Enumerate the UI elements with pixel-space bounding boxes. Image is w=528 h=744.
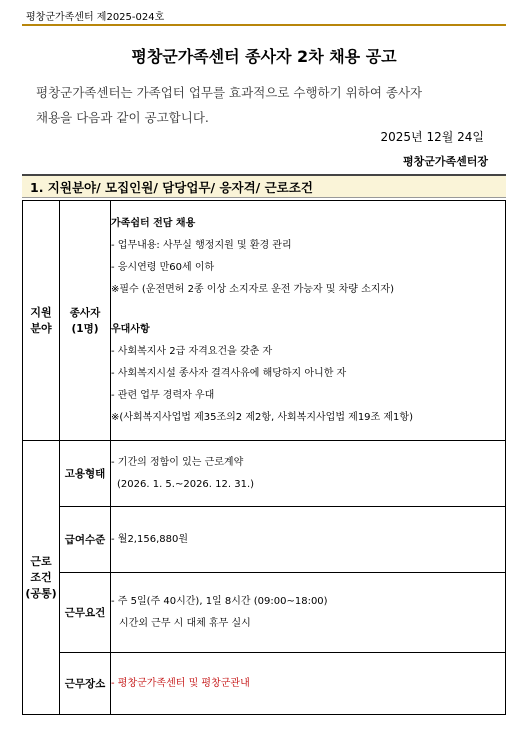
location-value-cell — [111, 653, 506, 715]
hours-value: - 주 5일(주 40시간), 1일 8시간 (09:00~18:00) — [111, 595, 328, 607]
employment-value-cell — [111, 441, 506, 507]
page-title: 평창군가족센터 종사자 2차 채용 공고 — [131, 47, 397, 66]
position-count: (1명) — [71, 322, 99, 335]
table-row-employment — [23, 441, 506, 507]
location-label: 근무장소 — [60, 653, 111, 715]
issuer-name: 평창군가족센터장 — [402, 155, 488, 168]
employment-type: - 기간의 정함이 있는 근로계약 — [111, 456, 244, 468]
age-requirement: - 응시연령 만60세 이하 — [111, 261, 215, 273]
category-label: 조건 — [30, 570, 52, 584]
category-cell-conditions — [23, 441, 60, 715]
table-row-hours — [23, 573, 506, 653]
document-number: 평창군가족센터 제2025-024호 — [26, 12, 165, 23]
required-note: ※필수 (운전면허 2종 이상 소지자로 운전 가능자 및 차량 소지자) — [111, 283, 394, 295]
role-title: 가족쉼터 전담 채용 — [111, 217, 196, 229]
category-cell-job — [23, 201, 60, 441]
duty-text: - 업무내용: 사무실 행정지원 및 환경 관리 — [111, 239, 292, 251]
location-value: - 평창군가족센터 및 평창군관내 — [111, 677, 250, 689]
salary-value: - 월2,156,880원 — [111, 533, 189, 545]
category-label: 지원 — [30, 305, 52, 319]
overtime-note: 시간외 근무 시 대체 휴무 실시 — [119, 617, 251, 629]
category-label: (공통) — [25, 586, 57, 600]
category-label: 분야 — [30, 321, 52, 335]
intro-line-1: 평창군가족센터는 가족업터 업무를 효과적으로 수행하기 위하여 종사자 — [36, 85, 423, 100]
salary-label: 급여수준 — [60, 507, 111, 573]
position-cell — [60, 201, 111, 441]
position-label: 종사자 — [69, 306, 101, 319]
announcement-date: 2025년 12월 24일 — [380, 130, 484, 144]
section-1-heading: 1. 지원분야/ 모집인원/ 담당업무/ 응자격/ 근로조건 — [22, 174, 506, 198]
table-row-salary — [23, 507, 506, 573]
preference-item: - 관련 업무 경력자 우대 — [111, 389, 215, 401]
hours-value-cell — [111, 573, 506, 653]
hours-label: 근무요건 — [60, 573, 111, 653]
preference-item: - 사회복지사 2급 자격요건을 갖춘 자 — [111, 345, 273, 357]
job-details-cell — [111, 201, 506, 441]
table-row-location — [23, 653, 506, 715]
header-rule — [22, 24, 506, 26]
table-row-job — [23, 201, 506, 441]
employment-label: 고용형태 — [60, 441, 111, 507]
salary-value-cell — [111, 507, 506, 573]
employment-period: (2026. 1. 5.~2026. 12. 31.) — [117, 478, 255, 490]
preference-legal-note: ※(사회복지사업법 제35조의2 제2항, 사회복지사업법 제19조 제1항) — [111, 411, 413, 423]
recruitment-table — [22, 200, 506, 715]
preference-item: - 사회복지시설 종사자 결격사유에 해당하지 아니한 자 — [111, 367, 347, 379]
category-label: 근로 — [30, 554, 52, 568]
intro-line-2: 채용을 다음과 같이 공고합니다. — [36, 110, 209, 125]
preference-title: 우대사항 — [111, 323, 150, 335]
intro-paragraph — [36, 80, 506, 130]
spacer — [111, 301, 505, 319]
